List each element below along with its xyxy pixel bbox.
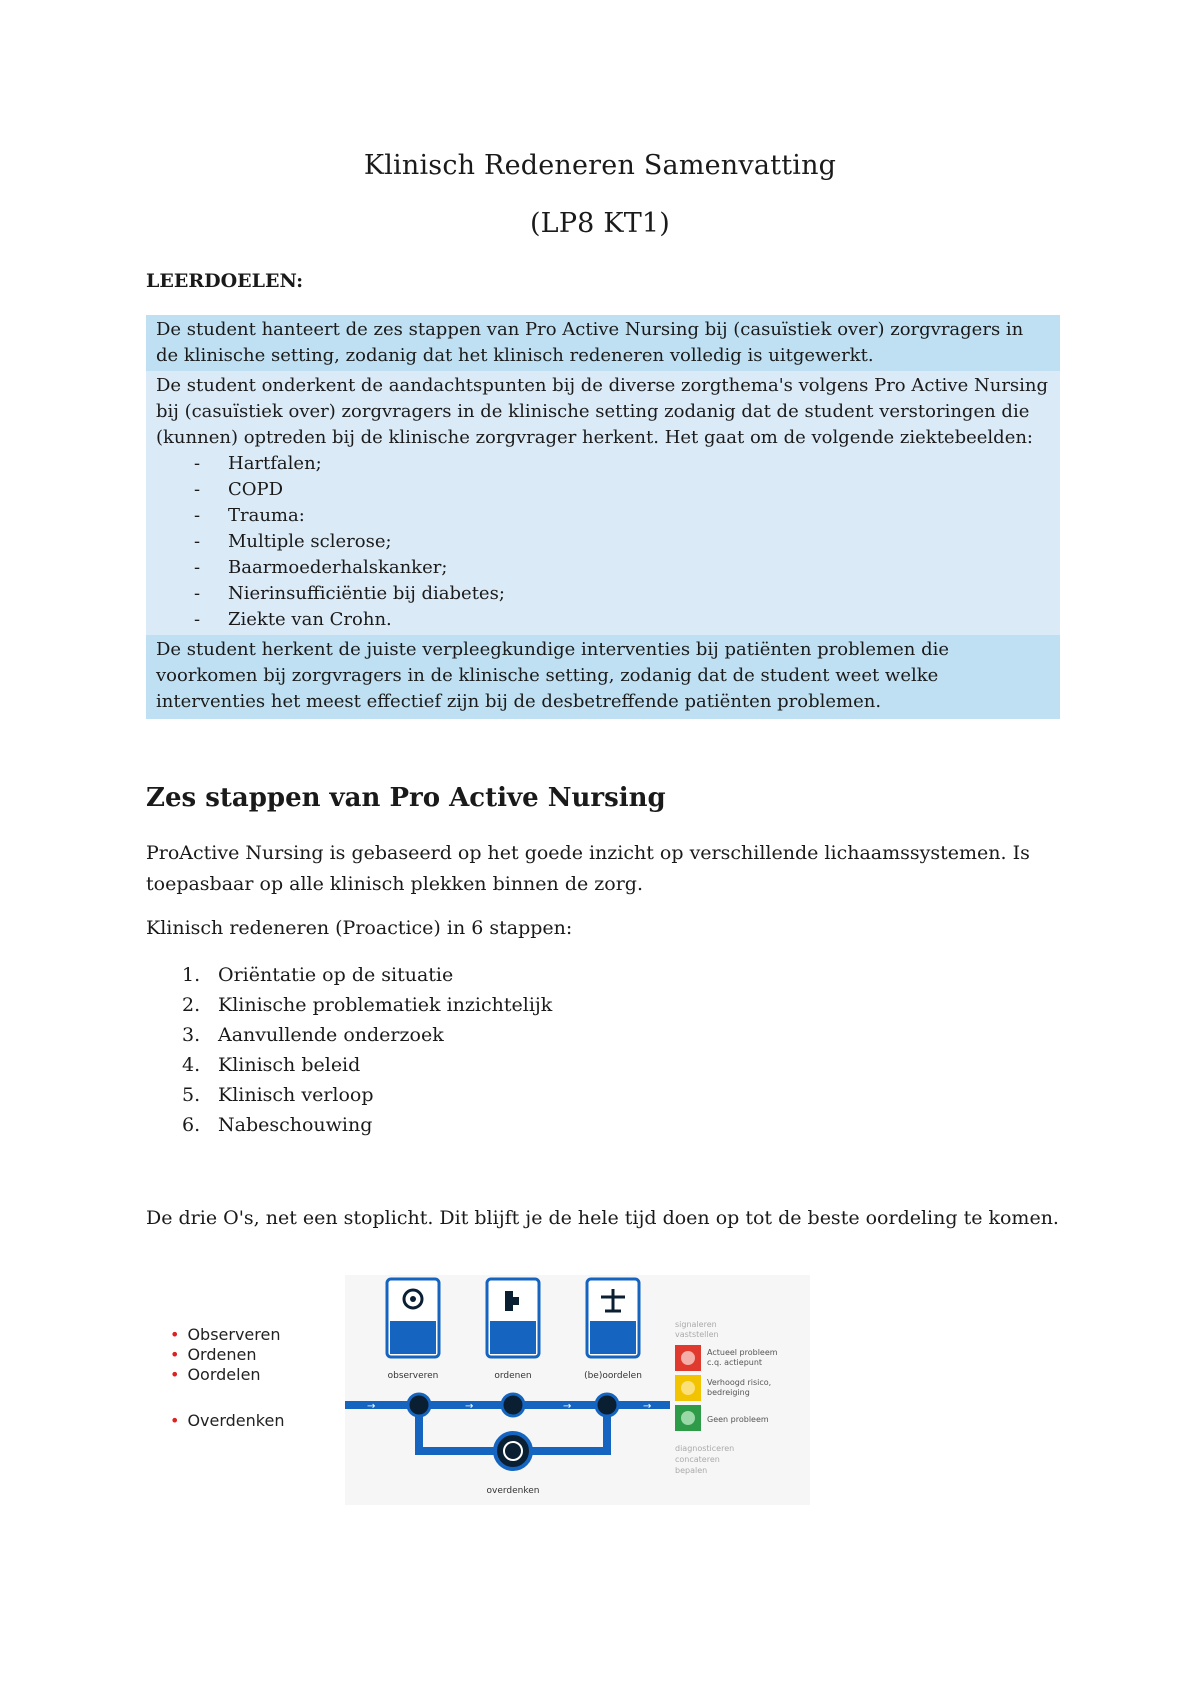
disease-item: - Nierinsufficiëntie bij diabetes; [194, 583, 505, 604]
step-item: 2. Klinische problematiek inzichtelijk [182, 994, 553, 1016]
svg-text:→: → [563, 1401, 572, 1412]
goals-heading: LEERDOELEN: [146, 270, 304, 292]
goal-2-text: De student onderkent de aandachtspunten bij de diverse zorgthema's volgens Pro Active Nursing bij (casuïstiek over) zorgvragers in de klinische setting zodanig dat de student verstoringen die (kunnen) optreden bij de klinische zorgvrager herkent. Het gaat om de volgende ziektebeelden: [156, 375, 1049, 448]
disease-item: - Hartfalen; [194, 453, 322, 474]
svg-text:→: → [465, 1401, 474, 1412]
process-diagram [345, 1275, 810, 1505]
steps-intro: Klinisch redeneren (Proactice) in 6 stappen: [146, 917, 573, 939]
three-os-paragraph: De drie O's, net een stoplicht. Dit blijft je de hele tijd doen op tot de beste oordeling te komen. [146, 1207, 1059, 1229]
disease-list [156, 451, 1050, 633]
step-item: 4. Klinisch beleid [182, 1054, 361, 1076]
loop-label: overdenken [486, 1486, 540, 1496]
learning-goals-table [146, 315, 1060, 719]
node-ordenen [502, 1394, 524, 1416]
step-item: 6. Nabeschouwing [182, 1114, 373, 1136]
refresh-icon [495, 1433, 531, 1469]
station-ordenen [487, 1279, 539, 1357]
intro-paragraph: ProActive Nursing is gebaseerd op het goede inzicht op verschillende lichaamssystemen. Is toepasbaar op alle klinisch plekken binnen de zorg. [146, 842, 1030, 895]
disease-item: - COPD [194, 479, 284, 500]
svg-text:→: → [367, 1401, 376, 1412]
legend-item: • Overdenken [170, 1411, 285, 1430]
side-bottom-label: diagnosticeren [675, 1444, 735, 1453]
disease-item: - Trauma: [194, 505, 305, 526]
station-label: observeren [387, 1371, 439, 1381]
status-label: Actueel probleem [707, 1348, 778, 1357]
legend-item: • Observeren [170, 1325, 281, 1344]
node-observeren [408, 1394, 430, 1416]
station-beoordelen [587, 1279, 639, 1357]
goal-2 [146, 371, 1060, 635]
node-beoordelen [596, 1394, 618, 1416]
station-label: (be)oordelen [584, 1371, 642, 1381]
document-subtitle: (LP8 KT1) [529, 208, 671, 239]
step-item: 1. Oriëntatie op de situatie [182, 964, 454, 986]
station-observeren [387, 1279, 439, 1357]
step-item: 5. Klinisch verloop [182, 1084, 374, 1106]
legend-item: • Oordelen [170, 1365, 261, 1384]
status-label: c.q. actiepunt [707, 1358, 763, 1367]
station-label: ordenen [494, 1371, 532, 1381]
figure-legend [170, 1325, 284, 1431]
legend-item: • Ordenen [170, 1345, 257, 1364]
side-top-label: vaststellen [675, 1330, 719, 1339]
three-os-figure [170, 1275, 810, 1505]
side-bottom-label: concateren [675, 1455, 720, 1464]
steps-list [146, 960, 552, 1140]
side-bottom-label: bepalen [675, 1466, 708, 1475]
status-label: Geen probleem [707, 1415, 769, 1424]
disease-item: - Baarmoederhalskanker; [194, 557, 448, 578]
goal-3: De student herkent de juiste verpleegkundige interventies bij patiënten problemen die voorkomen bij zorgvragers in de klinische setting, zodanig dat de student weet welke interventies het meest effectief zijn bij de desbetreffende patiënten problemen. [146, 635, 1060, 719]
status-label: Verhoogd risico, [707, 1378, 772, 1387]
step-item: 3. Aanvullende onderzoek [182, 1024, 444, 1046]
svg-text:→: → [643, 1401, 652, 1412]
disease-item: - Multiple sclerose; [194, 531, 392, 552]
goal-1: De student hanteert de zes stappen van Pro Active Nursing bij (casuïstiek over) zorgvragers in de klinische setting, zodanig dat het klinisch redeneren volledig is uitgewerkt. [146, 315, 1060, 371]
status-label: bedreiging [707, 1388, 750, 1397]
document-title: Klinisch Redeneren Samenvatting [363, 150, 837, 181]
section-heading: Zes stappen van Pro Active Nursing [146, 783, 666, 813]
side-top-label: signaleren [675, 1320, 717, 1329]
disease-item: - Ziekte van Crohn. [194, 609, 392, 630]
